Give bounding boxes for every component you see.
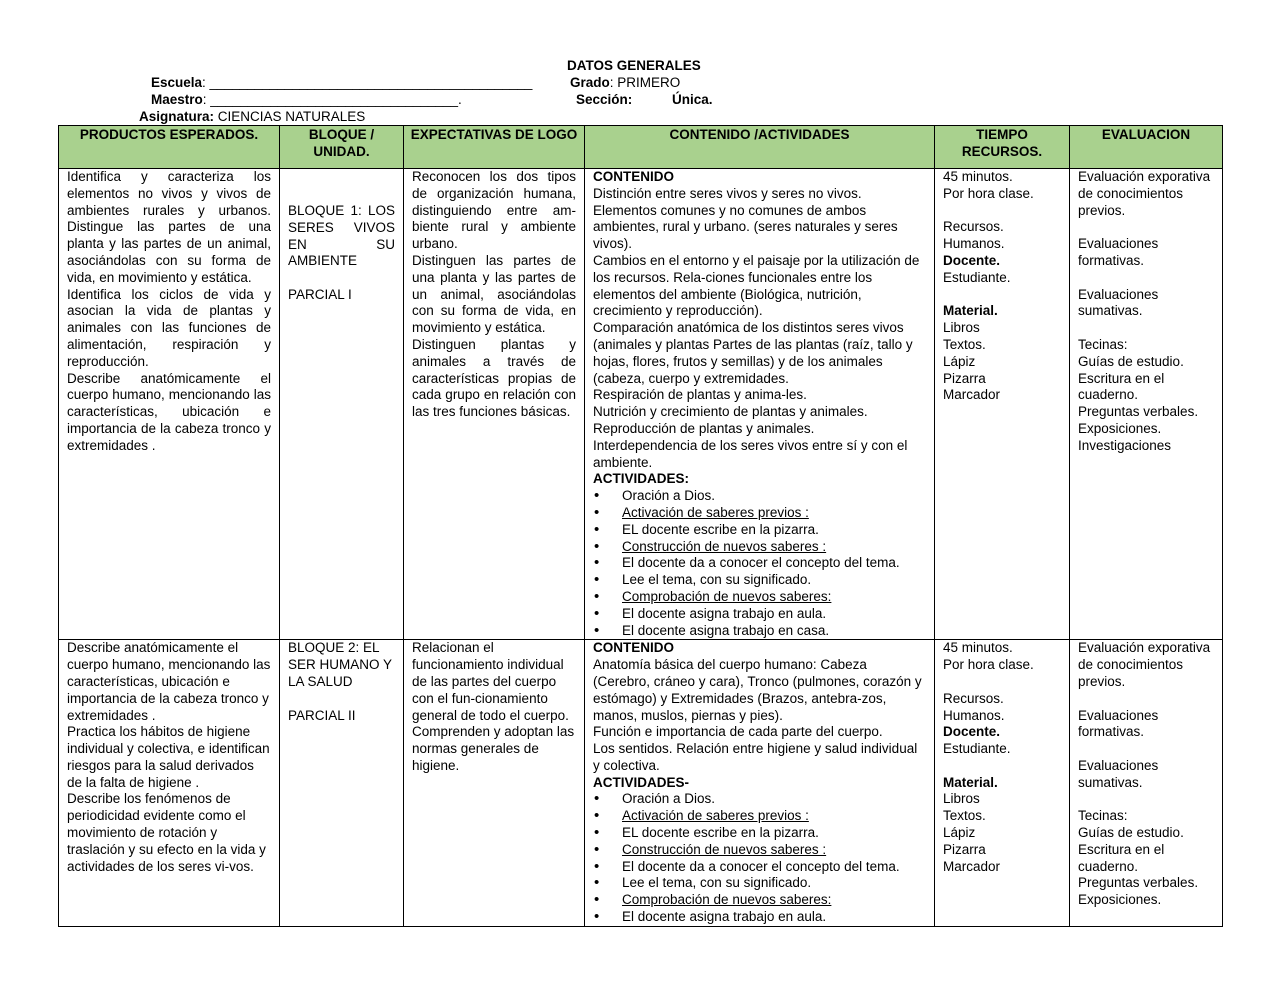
estudiante-text: Estudiante. — [943, 741, 1011, 757]
list-item: • EL docente escribe en la pizarra. — [593, 825, 926, 842]
actividades-list — [593, 488, 926, 639]
grado-label: Grado — [570, 75, 610, 90]
column-header: BLOQUE / UNIDAD. — [280, 126, 404, 169]
evaluacion-text: Evaluación exporativa de conocimientos previos. — [1078, 169, 1211, 218]
maestro-label: Maestro — [151, 92, 203, 107]
seccion-label: Sección: — [576, 92, 633, 107]
evaluacion-text: Evaluaciones sumativas. — [1078, 286, 1159, 319]
contenido-text: Distinción entre seres vivos y seres no vivos. Elementos comunes y no comunes de ambos ambientes, rural y urbano. (seres naturales y seres vivos). Cambios en el entorno y el paisaje por la utilización de los recursos. Rela-ciones funcionales entre los elementos del ambiente (Biológica, nutrición, crecimiento y reproducción). Comparación anatómica de los distintos seres vivos (animales y plantas Partes de las plantas (raíz, tallo y hojas, flores, frutos y semillas) y de los animales (cabeza, cuerpo y extremidades. Respiración de plantas y anima-les. Nutrición y crecimiento de plantas y animales. Reproducción de plantas y animales. Interdependencia de los seres vivos entre sí y con el ambiente. — [593, 185, 920, 470]
materiales-list: Libros Textos. Lápiz Pizarra Marcador — [943, 320, 1001, 403]
expectativas-text: Reconocen los dos tipos de organización humana, distinguiendo entre am-biente rural y ambiente urbano. Distinguen las partes de una planta y las partes de un animal, asociándolas con su forma de vida, en movimiento y estática. Distinguen plantas y animales a través de características propias de cada grupo en relación con las tres funciones básicas. — [412, 169, 576, 420]
tiempo-cell — [935, 169, 1070, 640]
contenido-cell — [585, 169, 935, 640]
list-item: • El docente asigna trabajo en aula. — [593, 606, 926, 623]
list-item: • El docente da a conocer el concepto del tema. — [593, 555, 926, 572]
grado-value: : PRIMERO — [609, 75, 681, 90]
actividades-title: ACTIVIDADES: — [593, 471, 690, 487]
expectativas-text: Relacionan el funcionamiento individual de las partes del cuerpo con el fun-cionamiento general de todo el cuerpo. Comprenden y adoptan las normas generales de higiene. — [412, 640, 575, 773]
maestro-blank: : _________________________________. — [202, 92, 462, 107]
list-item: • Lee el tema, con su significado. — [593, 875, 926, 892]
tiempo-text: 45 minutos. — [943, 640, 1013, 656]
actividades-title: ACTIVIDADES- — [593, 774, 690, 790]
expectativas-cell — [404, 169, 585, 640]
asignatura-line — [139, 109, 365, 126]
actividades-list — [593, 791, 926, 925]
tiempo-text: 45 minutos. — [943, 169, 1013, 184]
escuela-blank: : ___________________________________________ — [202, 75, 533, 90]
list-item: • Activación de saberes previos : — [593, 808, 926, 825]
productos-cell — [59, 169, 280, 640]
page-title: DATOS GENERALES — [567, 58, 701, 73]
evaluacion-text: Evaluaciones sumativas. — [1078, 757, 1159, 790]
list-item: • Oración a Dios. — [593, 791, 926, 808]
evaluacion-tecnicas: Tecinas: Guías de estudio. Escritura en el cuaderno. Preguntas verbales. Exposiciones. Investigaciones — [1078, 336, 1199, 453]
bloque-cell — [280, 640, 404, 927]
grado-line — [570, 75, 680, 92]
expectativas-cell — [404, 640, 585, 927]
docente-label: Docente. — [943, 252, 1001, 268]
table-header-row — [59, 126, 1223, 169]
table-row — [59, 169, 1223, 640]
list-item: • Lee el tema, con su significado. — [593, 572, 926, 589]
evaluacion-cell — [1070, 169, 1223, 640]
recursos-text: Recursos. Humanos. — [943, 219, 1005, 252]
bloque-text: BLOQUE 1: LOS SERES VIVOS EN SU AMBIENTE — [288, 203, 395, 269]
list-item: • El docente asigna trabajo en aula. — [593, 909, 926, 926]
asignatura-label: Asignatura: — [139, 109, 215, 124]
list-item: • Construcción de nuevos saberes : — [593, 539, 926, 556]
tiempo-text-2: Por hora clase. — [943, 657, 1034, 673]
productos-text: Describe anatómicamente el cuerpo humano, mencionando las características, ubicación e importancia de la cabeza tronco y extremidades . Practica los hábitos de higiene individual y colectiva, e identifican riesgos para la salud derivados de la falta de higiene . Describe los fenómenos de periodicidad evidente como el movimiento de rotación y traslación y su efecto en la vida y actividades de los seres vi-vos. — [67, 640, 271, 874]
docente-label: Docente. — [943, 724, 1001, 740]
tiempo-text-2: Por hora clase. — [943, 185, 1034, 201]
recursos-text: Recursos. Humanos. — [943, 690, 1005, 723]
evaluacion-cell — [1070, 640, 1223, 927]
escuela-label: Escuela — [151, 75, 203, 90]
evaluacion-text: Evaluaciones formativas. — [1078, 236, 1159, 268]
evaluacion-text: Evaluaciones formativas. — [1078, 707, 1159, 740]
planning-table — [58, 125, 1223, 927]
escuela-line — [151, 75, 532, 92]
table-row — [59, 640, 1223, 927]
column-header: PRODUCTOS ESPERADOS. — [59, 126, 280, 169]
list-item: • Construcción de nuevos saberes : — [593, 842, 926, 859]
parcial-text: PARCIAL II — [288, 707, 356, 723]
parcial-text: PARCIAL I — [288, 286, 352, 302]
list-item: • Oración a Dios. — [593, 488, 926, 505]
bloque-cell — [280, 169, 404, 640]
asignatura-value: CIENCIAS NATURALES — [214, 109, 366, 124]
list-item: • EL docente escribe en la pizarra. — [593, 522, 926, 539]
column-header: EXPECTATIVAS DE LOGO — [404, 126, 585, 169]
productos-text: Identifica y caracteriza los elementos no vivos y vivos de ambientes rurales y urbanos. Distingue las partes de una planta y las partes de un animal, asociándolas con su forma de vida, en movimiento y estática. Identifica los ciclos de vida y asocian la vida de plantas y animales con las funciones de alimentación, respiración y reproducción. Describe anatómicamente el cuerpo humano, mencionando las características, ubicación e importancia de la cabeza tronco y extremidades . — [67, 169, 271, 453]
column-header: CONTENIDO /ACTIVIDADES — [585, 126, 935, 169]
tiempo-cell — [935, 640, 1070, 927]
list-item: • Comprobación de nuevos saberes: — [593, 589, 926, 606]
productos-cell — [59, 640, 280, 927]
list-item: • Comprobación de nuevos saberes: — [593, 892, 926, 909]
material-label: Material. — [943, 774, 998, 790]
bloque-text: BLOQUE 2: EL SER HUMANO Y LA SALUD — [288, 640, 392, 689]
estudiante-text: Estudiante. — [943, 269, 1011, 285]
evaluacion-tecnicas: Tecinas: Guías de estudio. Escritura en el cuaderno. Preguntas verbales. Exposiciones. — [1078, 808, 1199, 908]
materiales-list: Libros Textos. Lápiz Pizarra Marcador — [943, 791, 1001, 874]
maestro-line — [151, 92, 462, 109]
column-header: TIEMPO RECURSOS. — [935, 126, 1070, 169]
contenido-title: CONTENIDO — [593, 640, 674, 656]
column-header: EVALUACION — [1070, 126, 1223, 169]
contenido-text: Anatomía básica del cuerpo humano: Cabeza (Cerebro, cráneo y cara), Tronco (pulmones, corazón y estómago) y Extremidades (Brazos, antebra-zos, manos, muslos, piernas y pies). Función e importancia de cada parte del cuerpo. Los sentidos. Relación entre higiene y salud individual y colectiva. — [593, 657, 922, 773]
list-item: • Activación de saberes previos : — [593, 505, 926, 522]
list-item: • El docente asigna trabajo en casa. — [593, 623, 926, 640]
contenido-cell — [585, 640, 935, 927]
contenido-title: CONTENIDO — [593, 169, 674, 184]
list-item: • El docente da a conocer el concepto del tema. — [593, 859, 926, 876]
material-label: Material. — [943, 303, 998, 319]
seccion-value: Única. — [672, 92, 713, 107]
evaluacion-text: Evaluación exporativa de conocimientos previos. — [1078, 640, 1211, 689]
